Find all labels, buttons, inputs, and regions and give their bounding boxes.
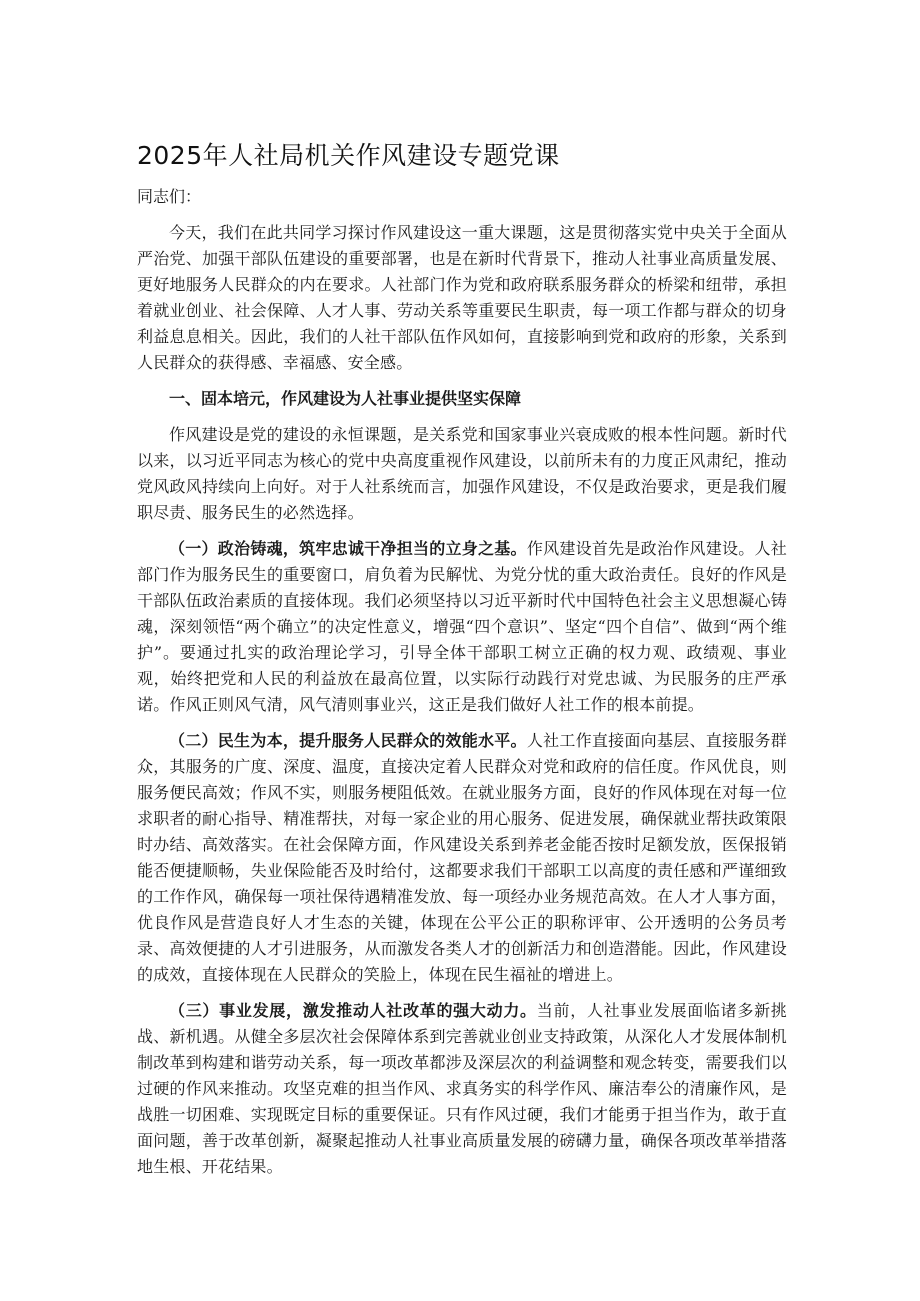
point-paragraph-1 — [137, 536, 787, 718]
document-page — [137, 136, 787, 1190]
salutation: 同志们： — [137, 187, 202, 206]
point-text-1: 作风建设首先是政治作风建设。人社部门作为服务民生的重要窗口，肩负着为民解忧、为党分忧的重大政治责任。良好的作风是干部队伍政治素质的直接体现。我们必须坚持以习近平新时代中国特色社会主义思想凝心铸魂，深刻领悟“两个确立”的决定性意义，增强“四个意识”、坚定“四个自信”、做到“两个维护”。要通过扎实的政治理论学习，引导全体干部职工树立正确的权力观、政绩观、事业观，始终把党和人民的利益放在最高位置，以实际行动践行对党忠诚、为民服务的庄严承诺。作风正则风气清，风气清则事业兴，这正是我们做好人社工作的根本前提。 — [137, 539, 787, 714]
point-lead-3: （三）事业发展，激发推动人社改革的强大动力。 — [169, 1001, 537, 1020]
document-title: 2025年人社局机关作风建设专题党课 — [137, 141, 560, 170]
point-lead-1: （一）政治铸魂，筑牢忠诚干净担当的立身之基。 — [169, 539, 527, 558]
intro-paragraph: 今天，我们在此共同学习探讨作风建设这一重大课题，这是贯彻落实党中央关于全面从严治党、加强干部队伍建设的重要部署，也是在新时代背景下，推动人社事业高质量发展、更好地服务人民群众的内在要求。人社部门作为党和政府联系服务群众的桥梁和纽带，承担着就业创业、社会保障、人才人事、劳动关系等重要民生职责，每一项工作都与群众的切身利益息息相关。因此，我们的人社干部队伍作风如何，直接影响到党和政府的形象，关系到人民群众的获得感、幸福感、安全感。 — [137, 223, 787, 372]
section-heading: 一、固本培元，作风建设为人社事业提供坚实保障 — [169, 389, 522, 408]
point-paragraph-2 — [137, 728, 787, 988]
point-lead-2: （二）民生为本，提升服务人民群众的效能水平。 — [169, 731, 527, 750]
point-text-3: 当前，人社事业发展面临诸多新挑战、新机遇。从健全多层次社会保障体系到完善就业创业支持政策，从深化人才发展体制机制改革到构建和谐劳动关系，每一项改革都涉及深层次的利益调整和观念转变，需要我们以过硬的作风来推动。攻坚克难的担当作风、求真务实的科学作风、廉洁奉公的清廉作风，是战胜一切困难、实现既定目标的重要保证。只有作风过硬，我们才能勇于担当作为，敢于直面问题，善于改革创新，凝聚起推动人社事业高质量发展的磅礴力量，确保各项改革举措落地生根、开花结果。 — [137, 1001, 787, 1176]
point-paragraph-3 — [137, 998, 787, 1180]
section-body-paragraph: 作风建设是党的建设的永恒课题，是关系党和国家事业兴衰成败的根本性问题。新时代以来，以习近平同志为核心的党中央高度重视作风建设，以前所未有的力度正风肃纪，推动党风政风持续向上向好。对于人社系统而言，加强作风建设，不仅是政治要求，更是我们履职尽责、服务民生的必然选择。 — [137, 425, 787, 522]
point-text-2: 人社工作直接面向基层、直接服务群众，其服务的广度、深度、温度，直接决定着人民群众对党和政府的信任度。作风优良，则服务便民高效；作风不实，则服务梗阻低效。在就业服务方面，良好的作风体现在对每一位求职者的耐心指导、精准帮扶，对每一家企业的用心服务、促进发展，确保就业帮扶政策限时办结、高效落实。在社会保障方面，作风建设关系到养老金能否按时足额发放，医保报销能否便捷顺畅，失业保险能否及时给付，这都要求我们干部职工以高度的责任感和严谨细致的工作作风，确保每一项社保待遇精准发放、每一项经办业务规范高效。在人才人事方面，优良作风是营造良好人才生态的关键，体现在公平公正的职称评审、公开透明的公务员考录、高效便捷的人才引进服务，从而激发各类人才的创新活力和创造潜能。因此，作风建设的成效，直接体现在人民群众的笑脸上，体现在民生福祉的增进上。 — [137, 731, 787, 984]
